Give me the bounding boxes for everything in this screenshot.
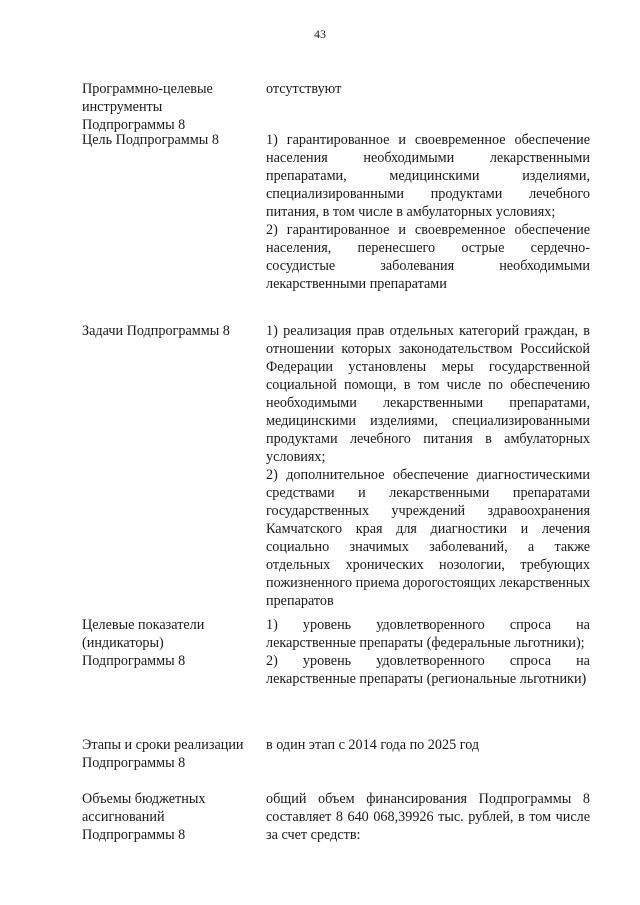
row-value [266, 80, 590, 98]
row-label: Задачи Подпрограммы 8 [82, 323, 230, 339]
row-label: Цель Подпрограммы 8 [82, 132, 219, 148]
row-paragraph: 2) уровень удовлетворенного спроса на лекарственные препараты (региональные льготники) [266, 653, 590, 687]
row-label: Этапы и сроки реализации Подпрограммы 8 [82, 737, 244, 771]
page-number: 43 [314, 27, 326, 41]
row-paragraph: 2) дополнительное обеспечение диагностическими средствами и лекарственными препаратами государственных учреждений здравоохранения Камчатского края для диагностики и лечения социально значимых заболеваний, а также отдельных хронических нозологии, требующих пожизненного приема дорогостоящих лекарственных препаратов [266, 467, 590, 609]
row-paragraph: 1) гарантированное и своевременное обеспечение населения необходимыми лекарственными препаратами, медицинскими изделиями, специализированными продуктами лечебного питания, в том числе в амбулаторных условиях; [266, 132, 590, 220]
row-value [266, 322, 590, 610]
row-label: Целевые показатели (индикаторы) Подпрограммы 8 [82, 617, 205, 669]
row-value [266, 131, 590, 293]
row-label: Объемы бюджетных ассигнований Подпрограммы 8 [82, 791, 206, 843]
row-paragraph: отсутствуют [266, 81, 342, 97]
row-paragraph: в один этап с 2014 года по 2025 год [266, 737, 480, 753]
row-paragraph: 1) реализация прав отдельных категорий граждан, в отношении которых законодательством Российской Федерации установлены меры государственной социальной помощи, в том числе по обеспечению необходимыми лекарственными препаратами, медицинскими изделиями, специализированными продуктами лечебного питания в амбулаторных условиях; [266, 323, 590, 465]
row-value [266, 736, 590, 754]
row-label: Программно-целевые инструменты Подпрограммы 8 [82, 81, 213, 133]
row-paragraph: 1) уровень удовлетворенного спроса на лекарственные препараты (федеральные льготники); [266, 617, 590, 651]
row-paragraph: 2) гарантированное и своевременное обеспечение населения, перенесшего острые сердечно-сосудистые заболевания необходимыми лекарственными препаратами [266, 222, 590, 292]
row-value [266, 790, 590, 844]
row-paragraph: общий объем финансирования Подпрограммы 8 составляет 8 640 068,39926 тыс. рублей, в том числе за счет средств: [266, 791, 590, 843]
row-value [266, 616, 590, 688]
